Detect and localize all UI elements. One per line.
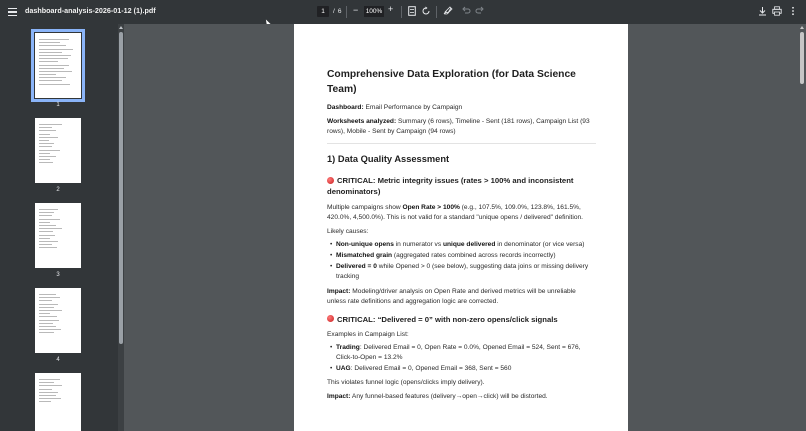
text-span: in denominator (or vice versa) bbox=[495, 241, 585, 248]
page-thumbnail-number: 1 bbox=[56, 102, 60, 108]
list-item bbox=[327, 251, 596, 261]
pdf-page-1 bbox=[294, 24, 628, 431]
pdf-toolbar bbox=[0, 0, 806, 24]
text-span: Multiple campaigns show bbox=[327, 204, 403, 211]
bold-text: unique delivered bbox=[442, 241, 496, 248]
page-thumbnail-number: 3 bbox=[56, 272, 60, 278]
impact-label: Impact: bbox=[327, 287, 351, 295]
toolbar-divider bbox=[436, 6, 437, 18]
zoom-in-button[interactable]: + bbox=[388, 4, 394, 14]
section-divider bbox=[327, 143, 596, 144]
page-thumbnail-4[interactable] bbox=[35, 288, 81, 353]
current-page-input[interactable]: 1 bbox=[317, 6, 329, 17]
impact-value: Any funnel-based features (delivery→open→click) will be distorted. bbox=[350, 392, 548, 400]
worksheets-value: Summary (6 rows), Timeline - Sent (181 rows), Campaign List (93 rows), Mobile - Sent by Campaign (94 rows) bbox=[327, 118, 590, 135]
text-span: (aggregated rates combined across records incorrectly) bbox=[392, 252, 556, 260]
page-navigator bbox=[317, 6, 341, 17]
document-scrollbar[interactable] bbox=[798, 24, 806, 431]
page-separator: / bbox=[333, 8, 335, 15]
impact-line bbox=[327, 287, 596, 307]
worksheets-label: Worksheets analyzed: bbox=[327, 118, 397, 125]
page-thumbnail-3[interactable] bbox=[35, 203, 81, 268]
page-thumbnail-number: 2 bbox=[56, 187, 60, 193]
zoom-out-button[interactable]: − bbox=[353, 5, 359, 15]
undo-icon[interactable] bbox=[461, 6, 471, 17]
fit-page-icon[interactable] bbox=[407, 6, 417, 17]
impact-label: Impact: bbox=[327, 392, 351, 400]
causes-list bbox=[327, 240, 596, 282]
bold-text: Trading bbox=[336, 343, 360, 351]
bold-text: Open Rate > 100% bbox=[402, 204, 460, 211]
bold-text: Delivered = 0 bbox=[336, 263, 377, 271]
print-icon[interactable] bbox=[772, 6, 782, 17]
toolbar-divider bbox=[401, 6, 402, 18]
red-circle-icon bbox=[327, 315, 334, 322]
draw-icon[interactable] bbox=[443, 6, 453, 17]
download-icon[interactable] bbox=[757, 6, 767, 17]
file-title: dashboard-analysis-2026-01-12 (1).pdf bbox=[25, 6, 156, 15]
list-item bbox=[327, 343, 596, 363]
text-span: : Delivered Email = 0, Opened Email = 368, Sent = 560 bbox=[350, 364, 512, 372]
page-thumbnail-number: 4 bbox=[56, 357, 60, 363]
worksheets-line bbox=[327, 117, 596, 137]
redo-icon[interactable] bbox=[474, 6, 484, 17]
section-heading: 1) Data Quality Assessment bbox=[327, 154, 450, 164]
paragraph bbox=[327, 203, 596, 223]
scroll-up-arrow-icon[interactable] bbox=[800, 26, 804, 29]
dashboard-label: Dashboard: bbox=[327, 104, 364, 111]
page-thumbnail-5[interactable] bbox=[35, 373, 81, 431]
page-thumbnail-2[interactable] bbox=[35, 118, 81, 183]
bold-text: Non-unique opens bbox=[336, 241, 394, 248]
scroll-up-arrow-icon[interactable] bbox=[119, 26, 123, 29]
page-thumbnail-1[interactable] bbox=[35, 33, 81, 98]
thumbnail-sidebar bbox=[0, 24, 124, 431]
examples-line: Examples in Campaign List: bbox=[327, 330, 409, 338]
document-viewport bbox=[124, 24, 806, 431]
rotate-icon[interactable] bbox=[421, 6, 431, 17]
total-pages: 6 bbox=[337, 8, 342, 15]
critical-heading-text: CRITICAL: “Delivered = 0” with non-zero opens/click signals bbox=[337, 314, 558, 324]
list-item bbox=[327, 240, 596, 250]
list-item bbox=[327, 262, 596, 282]
sidebar-scroll-thumb[interactable] bbox=[119, 32, 123, 344]
impact-line bbox=[327, 392, 596, 402]
impact-value: Modeling/driver analysis on Open Rate and derived metrics will be unreliable unless rate definitions and aggregation logic are corrected. bbox=[327, 287, 576, 305]
bold-text: Mismatched grain bbox=[336, 252, 393, 260]
list-item bbox=[327, 364, 596, 374]
likely-causes: Likely causes: bbox=[327, 228, 369, 235]
zoom-level-input[interactable]: 100% bbox=[365, 8, 383, 15]
text-span: (e.g., 107.5%, 109.0%, 123.8%, 161.5%, 420.0%, 4,500.0%). This is not valid for a standard "unique opens / delivered" definition. bbox=[327, 204, 584, 221]
toolbar-divider bbox=[346, 6, 347, 18]
examples-list bbox=[327, 343, 596, 374]
critical-heading bbox=[327, 314, 596, 325]
bold-text: UAG bbox=[336, 364, 351, 372]
more-icon[interactable] bbox=[788, 6, 798, 17]
red-circle-icon bbox=[327, 177, 334, 184]
critical-heading bbox=[327, 175, 596, 197]
text-span: while Opened > 0 (see below), suggesting data joins or missing delivery tracking bbox=[336, 263, 589, 281]
document-title: Comprehensive Data Exploration (for Data Science Team) bbox=[327, 69, 576, 95]
text-span: in numerator vs bbox=[393, 241, 443, 248]
critical-heading-text: CRITICAL: Metric integrity issues (rates > 100% and inconsistent denominators) bbox=[327, 176, 574, 196]
dashboard-line bbox=[327, 103, 596, 113]
dashboard-value: Email Performance by Campaign bbox=[363, 104, 463, 111]
text-span: : Delivered Email = 0, Open Rate = 0.0%, Opened Email = 524, Sent = 676, Click-to-Open = 13.2% bbox=[336, 343, 581, 361]
document-scroll-thumb[interactable] bbox=[800, 32, 804, 84]
paragraph: This violates funnel logic (opens/clicks imply delivery). bbox=[327, 378, 485, 386]
menu-icon[interactable] bbox=[6, 5, 20, 19]
